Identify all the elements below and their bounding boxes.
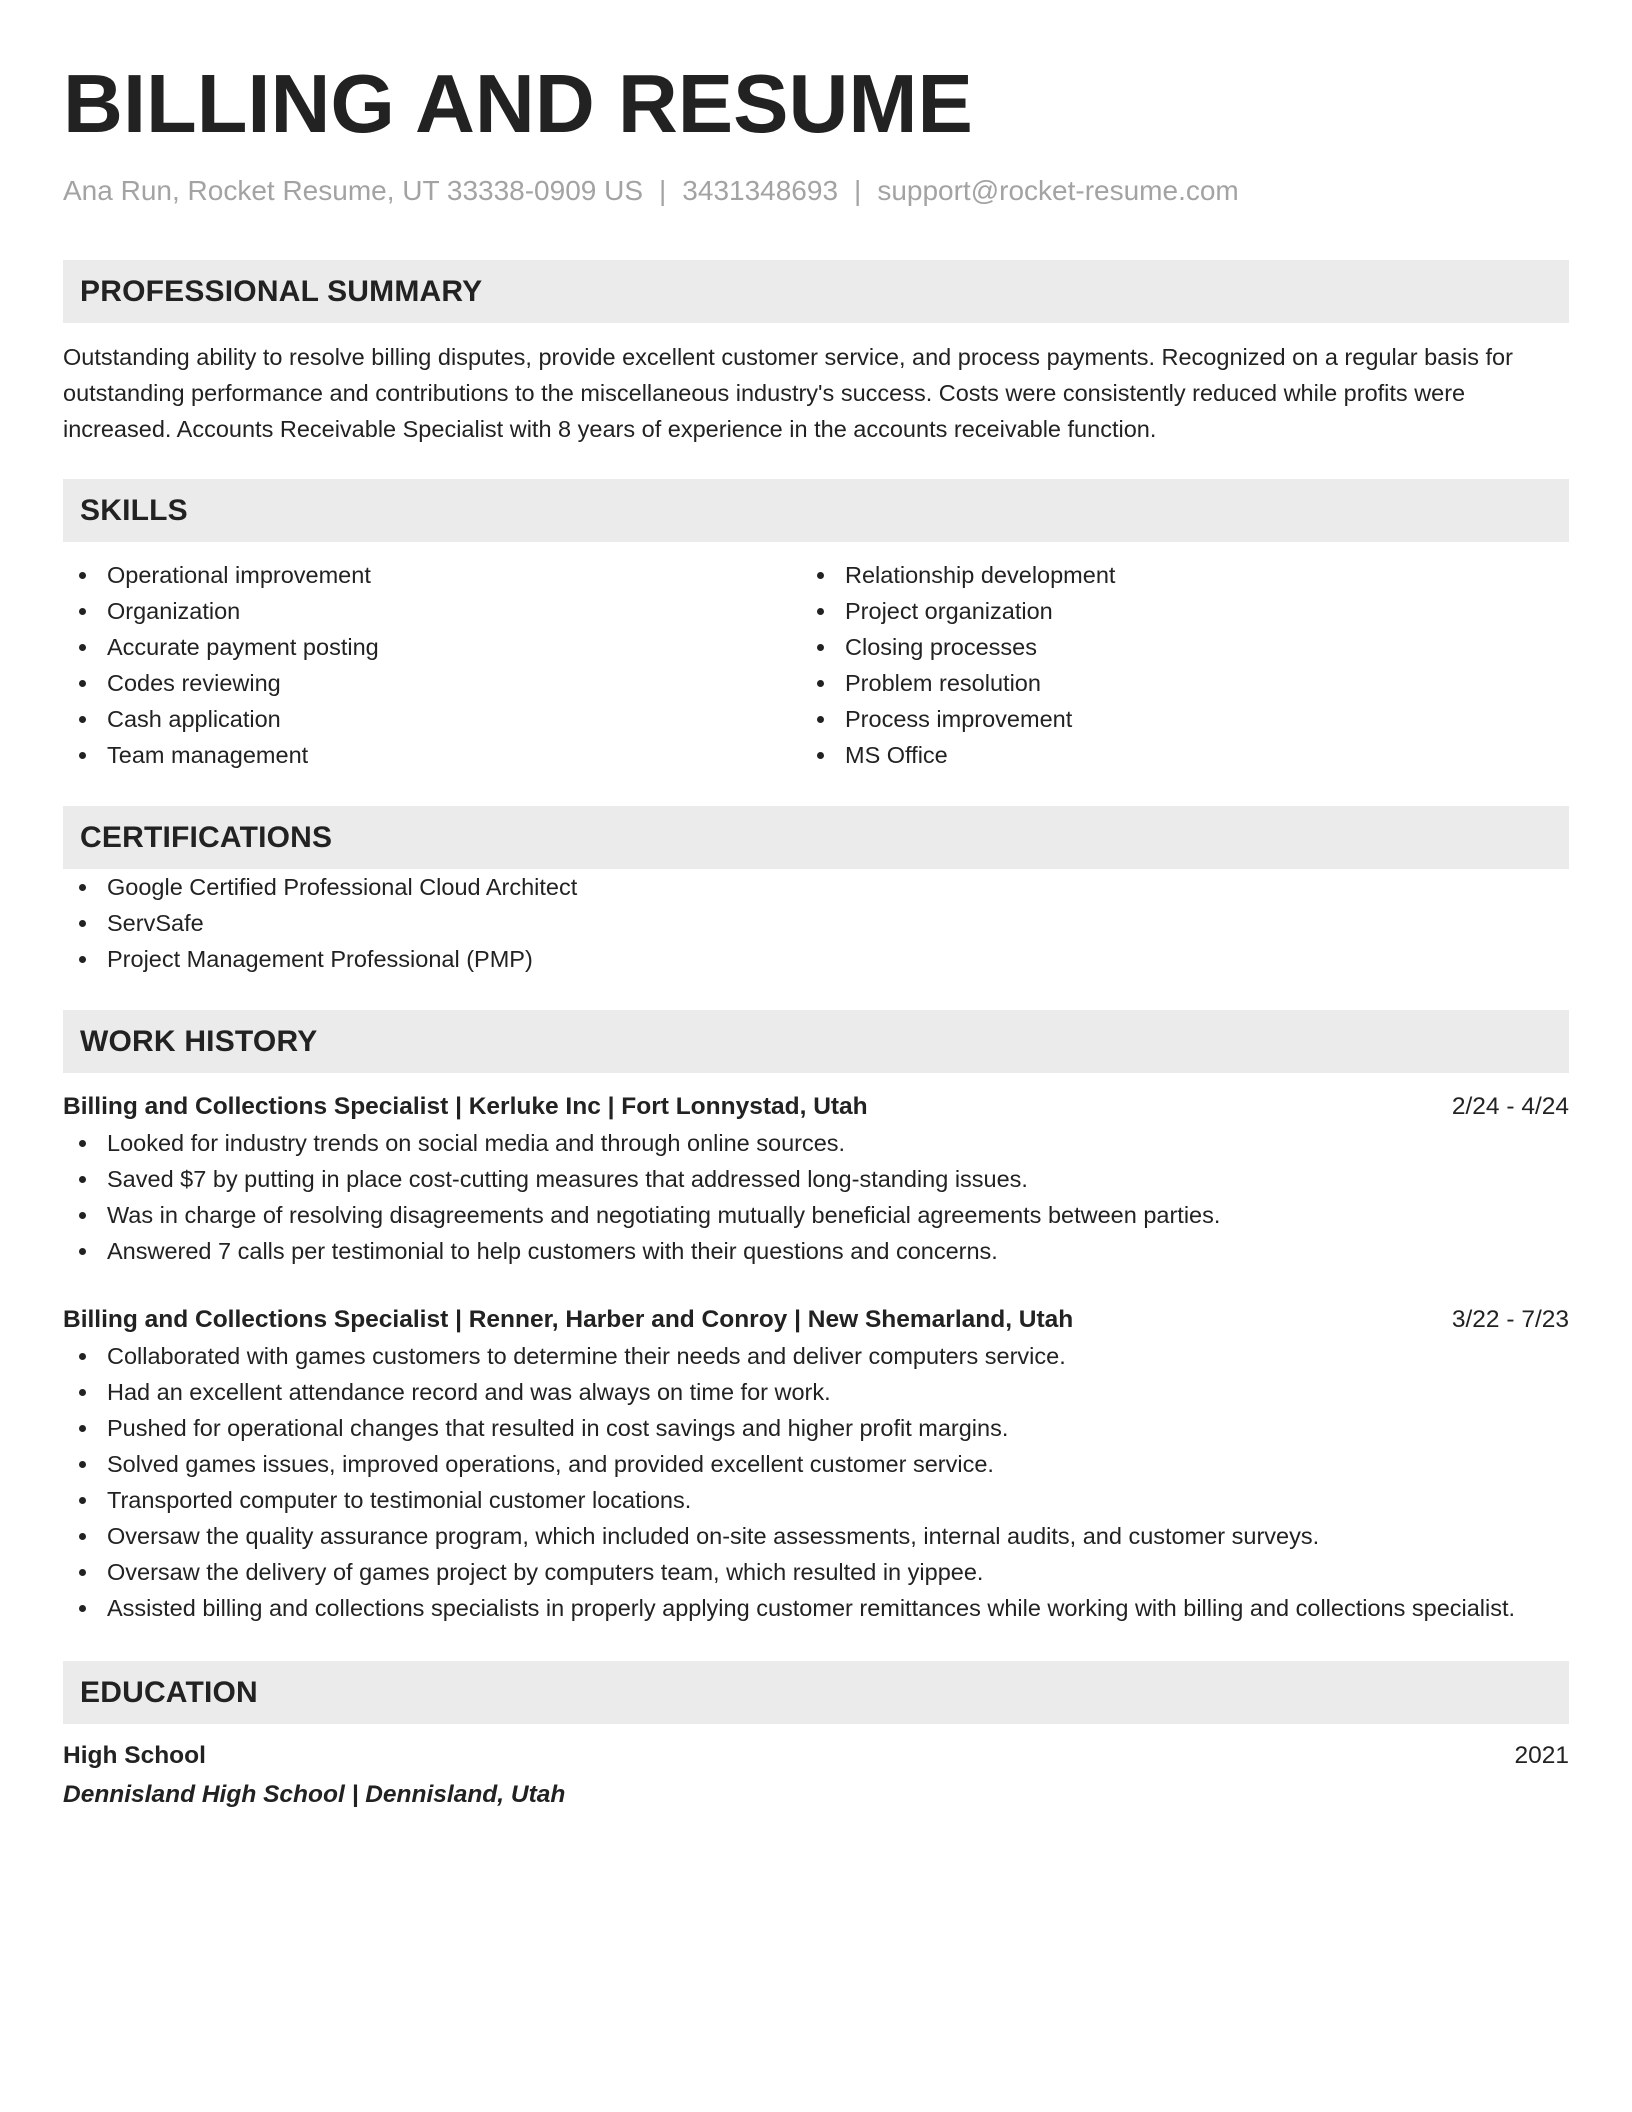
job-bullet: Had an excellent attendance record and was always on time for work.	[63, 1374, 1569, 1410]
section-header-summary	[63, 260, 1569, 323]
section-title: CERTIFICATIONS	[80, 820, 333, 854]
job-bullet: Collaborated with games customers to determine their needs and deliver computers service.	[63, 1338, 1569, 1374]
job-bullet: Answered 7 calls per testimonial to help customers with their questions and concerns.	[63, 1233, 1569, 1269]
skill-item: Cash application	[63, 701, 801, 737]
job-bullet: Oversaw the quality assurance program, which included on-site assessments, internal audits, and customer surveys.	[63, 1518, 1569, 1554]
section-title: PROFESSIONAL SUMMARY	[80, 274, 483, 308]
skill-item: Closing processes	[801, 629, 1539, 665]
skill-item: MS Office	[801, 737, 1539, 773]
job-bullet: Pushed for operational changes that resulted in cost savings and higher profit margins.	[63, 1410, 1569, 1446]
skill-item: Accurate payment posting	[63, 629, 801, 665]
skills-list-left	[63, 557, 801, 773]
job-bullet: Saved $7 by putting in place cost-cutting measures that addressed long-standing issues.	[63, 1161, 1569, 1197]
contact-line	[63, 174, 1569, 208]
job-bullet: Looked for industry trends on social media and through online sources.	[63, 1125, 1569, 1161]
job-bullet: Was in charge of resolving disagreements and negotiating mutually beneficial agreements between parties.	[63, 1197, 1569, 1233]
skill-item: Organization	[63, 593, 801, 629]
contact-separator: |	[854, 175, 862, 206]
job-bullet: Solved games issues, improved operations, and provided excellent customer service.	[63, 1446, 1569, 1482]
contact-email: support@rocket-resume.com	[877, 175, 1239, 206]
section-title: EDUCATION	[80, 1675, 258, 1709]
education-degree: High School	[63, 1742, 206, 1769]
job-bullet: Assisted billing and collections specialists in properly applying customer remittances while working with billing and collections specialist.	[63, 1590, 1569, 1626]
job-bullets	[63, 1125, 1569, 1269]
skill-item: Codes reviewing	[63, 665, 801, 701]
skill-item: Project organization	[801, 593, 1539, 629]
job-bullets	[63, 1338, 1569, 1626]
skill-item: Relationship development	[801, 557, 1539, 593]
education-school: Dennisland High School | Dennisland, Utah	[63, 1781, 566, 1808]
job-dates: 3/22 - 7/23	[1451, 1306, 1569, 1333]
job-header	[63, 1302, 1569, 1338]
skills-list-right	[801, 557, 1539, 773]
job-title: Billing and Collections Specialist | Kerluke Inc | Fort Lonnystad, Utah	[63, 1093, 868, 1120]
certification-item: Project Management Professional (PMP)	[63, 941, 1569, 977]
certification-item: Google Certified Professional Cloud Architect	[63, 869, 1569, 905]
skills-columns	[63, 557, 1569, 773]
job-bullet: Oversaw the delivery of games project by computers team, which resulted in yippee.	[63, 1554, 1569, 1590]
section-header-work-history	[63, 1010, 1569, 1073]
section-title: WORK HISTORY	[80, 1024, 318, 1058]
skill-item: Process improvement	[801, 701, 1539, 737]
certification-item: ServSafe	[63, 905, 1569, 941]
section-header-certifications	[63, 806, 1569, 869]
skill-item: Team management	[63, 737, 801, 773]
section-header-education	[63, 1661, 1569, 1724]
contact-separator: |	[659, 175, 667, 206]
skill-item: Operational improvement	[63, 557, 801, 593]
job-bullet: Transported computer to testimonial customer locations.	[63, 1482, 1569, 1518]
contact-address: Ana Run, Rocket Resume, UT 33338-0909 US	[63, 175, 644, 206]
job-title: Billing and Collections Specialist | Renner, Harber and Conroy | New Shemarland, Utah	[63, 1306, 1074, 1333]
section-title: SKILLS	[80, 493, 188, 527]
contact-phone: 3431348693	[682, 175, 839, 206]
resume-title: BILLING AND RESUME	[63, 57, 973, 150]
education-header	[63, 1738, 1569, 1774]
job-header	[63, 1089, 1569, 1125]
section-header-skills	[63, 479, 1569, 542]
education-year: 2021	[1514, 1742, 1569, 1769]
job-dates: 2/24 - 4/24	[1451, 1093, 1569, 1120]
skill-item: Problem resolution	[801, 665, 1539, 701]
certifications-list	[63, 869, 1569, 977]
summary-text: Outstanding ability to resolve billing disputes, provide excellent customer service, and process payments. Recognized on a regular basis for outstanding performance and contributions to the miscellaneous industry's success. Costs were consistently reduced while profits were increased. Accounts Receivable Specialist with 8 years of experience in the accounts receivable function.	[63, 344, 1513, 442]
